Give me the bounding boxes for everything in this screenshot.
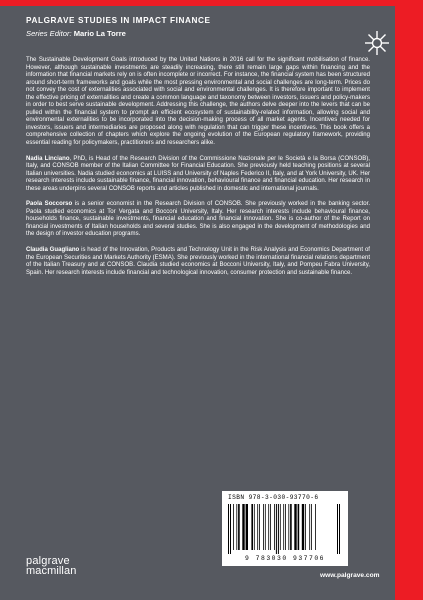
series-editor-name: Mario La Torre [73, 29, 126, 38]
barcode-bar [254, 504, 255, 550]
barcode-bar [251, 504, 253, 550]
barcode-bar [268, 504, 269, 550]
author-bio-linciano [26, 156, 370, 194]
barcode-bar [283, 504, 284, 550]
barcode-bar [263, 504, 264, 550]
barcode-bar [280, 504, 281, 550]
isbn-label: ISBN 978-3-030-93770-6 [228, 494, 319, 501]
cover-text [26, 57, 370, 285]
barcode-bar [309, 504, 310, 550]
barcode-bar [302, 504, 304, 550]
barcode-bar [265, 504, 266, 550]
spine-red-band [395, 0, 423, 600]
publisher-url: www.palgrave.com [320, 572, 380, 579]
barcode-bar [288, 504, 289, 550]
barcode-bar [228, 504, 229, 554]
barcode-bar [290, 504, 292, 550]
barcode-bar [259, 504, 260, 550]
barcode-bar [339, 504, 340, 554]
barcode-bar [311, 504, 312, 550]
barcode-bar [236, 504, 237, 550]
barcode-bar [305, 504, 306, 550]
barcode-bars [228, 504, 342, 554]
author-name: Nadia Linciano [26, 155, 70, 162]
author-bio-guagliano [26, 247, 370, 277]
barcode-bar [276, 504, 277, 554]
barcode-bar [230, 504, 231, 554]
series-editor-label: Series Editor: [26, 29, 72, 38]
barcode-bar [294, 504, 296, 550]
barcode-bar [238, 504, 240, 550]
barcode-bar [270, 504, 271, 550]
author-bio-soccorso [26, 201, 370, 239]
author-bio-text: is head of the Innovation, Products and Technology Unit in the Risk Analysis and Economics Department of the European Securities and Markets Authority (ESMA). She previously worked in the international financial relations department of the Italian Treasury and at CONSOB. Claudia studied economics at Bocconi University, Italy, and Pompeu Fabra University, Spain. Her research interests include financial and technological innovation, consumer protection and sustainable finance. [26, 247, 370, 276]
abstract-paragraph: The Sustainable Development Goals introduced by the United Nations in 2016 call for the significant mobilisation of finance. However, although sustainable investments are steadily increasing, there still remain large gaps within financing and the information that financial markets rely on is often incomplete or incorrect. For instance, the financial system has been structured around short-term frameworks and goals while the most pressing environmental and social challenges are long-term. Prices do not convey the cost of externalities associated with social and environmental challenges. It is therefore important to implement the effective pricing of externalities and create a common language and taxonomy between investors, issuers and policy-makers in order to best serve sustainable development. Addressing this challenge, the authors delve deeper into the levers that can be pulled within the financial system to prompt an efficient ecosystem of sustainability-related information, allowing social and environmental externalities to be incorporated into the decision-making process of all market agents. Incentives needed for investors, issuers and intermediaries are proposed along with regulation that can trigger these incentives. This book offers a comprehensive collection of chapters which explore the ongoing evolution of the European regulatory framework, providing essential reading for policymakers, practitioners and researchers alike. [26, 57, 370, 147]
publisher-name-line1: palgrave [26, 555, 70, 567]
author-bio-text: is a senior economist in the Research Division of CONSOB. She previously worked in the banking sector. Paola studied economics at Tor Vergata and Bocconi University, Italy. Her research interests include behavioural finance, households finance, sustainable investments, financial education and financial innovation. She is co-author of the Report on financial investments of Italian households and several studies. She is also engaged in the development of methodologies and the design of investor education programs. [26, 201, 370, 238]
barcode-bar [242, 504, 244, 550]
springer-logo-icon [364, 30, 390, 56]
barcode-bar [278, 504, 279, 554]
author-name: Paola Soccorso [26, 201, 73, 208]
barcode-bar [233, 504, 234, 550]
barcode-number: 9 783030 937706 [244, 555, 326, 562]
author-name: Claudia Guagliano [26, 247, 80, 254]
series-editor [26, 29, 126, 38]
barcode-bar [257, 504, 258, 550]
barcode-bar [274, 504, 275, 550]
series-title: PALGRAVE STUDIES IN IMPACT FINANCE [26, 16, 211, 25]
author-bio-text: , PhD, is Head of the Research Division of the Commissione Nazionale per le Società e la Borsa (CONSOB), Italy, and CONSOB member of the Italian Committee for Financial Education. She previously held teaching positions at several Italian universities. Nadia studied economics at LUISS and University of Naples Federico II, Italy, and at York University, UK. Her research interests include sustainable finance, financial innovation, behavioural finance and financial education. Her research in these areas underpins several CONSOB reports and articles published in domestic and international journals. [26, 155, 370, 192]
publisher-name-line2: macmillan [26, 565, 77, 577]
barcode-bar [246, 504, 248, 550]
barcode-bar [285, 504, 286, 550]
barcode-bar [315, 504, 316, 550]
publisher-logo [26, 556, 76, 576]
top-red-stripe [0, 0, 423, 6]
isbn-barcode [222, 491, 348, 566]
barcode-bar [337, 504, 338, 554]
barcode-bar [298, 504, 300, 550]
